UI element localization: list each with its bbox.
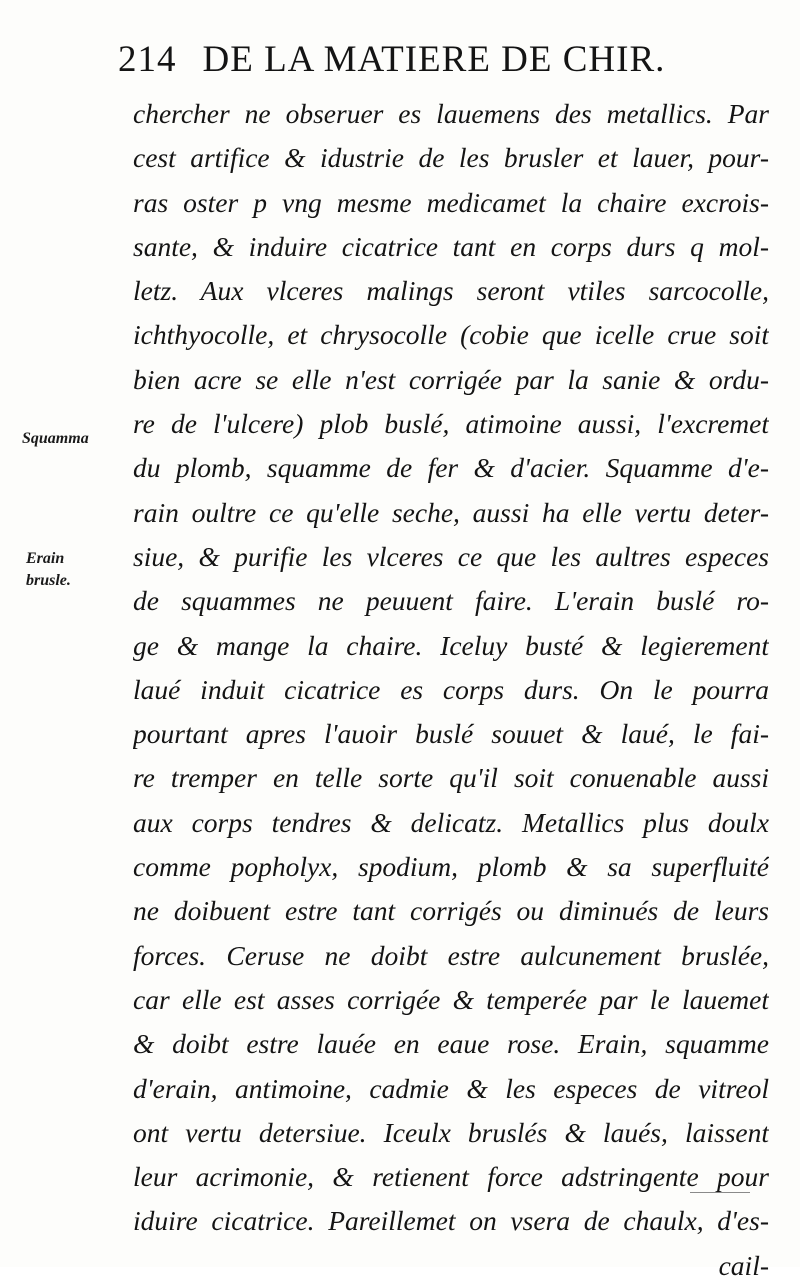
text-line: iduire cicatrice. Pareillemet on vsera de chaulx, d'es-	[133, 1205, 769, 1237]
text-line: ont vertu detersiue. Iceulx bruslés & laués, laissent	[133, 1116, 769, 1148]
text-line: & doibt estre lauée en eaue rose. Erain, squamme	[133, 1028, 769, 1060]
text-line: letz. Aux vlceres malings seront vtiles sarcocolle,	[133, 275, 769, 307]
running-title: DE LA MATIERE DE CHIR.	[202, 39, 666, 80]
text-line: rain oultre ce qu'elle seche, aussi ha elle vertu deter-	[133, 496, 769, 528]
margin-note-line: Squamma	[22, 430, 89, 447]
text-line: ne doibuent estre tant corrigés ou diminués de leurs	[133, 895, 769, 927]
text-line: car elle est asses corrigée & temperée par le lauemet	[133, 983, 769, 1015]
text-line: comme popholyx, spodium, plomb & sa superfluité	[133, 851, 769, 883]
margin-note-line: Erain	[26, 550, 65, 567]
margin-note-squamma	[22, 428, 89, 450]
text-line: siue, & purifie les vlceres ce que les aultres especes	[133, 540, 769, 572]
text-line: chercher ne obseruer es lauemens des metallics. Par	[133, 98, 769, 129]
text-line: leur acrimonie, & retienent force adstringente pour	[133, 1161, 769, 1193]
text-line: de squammes ne peuuent faire. L'erain buslé ro-	[133, 585, 769, 617]
text-line: ichthyocolle, et chrysocolle (cobie que icelle crue soit	[133, 319, 769, 351]
catchword-rule	[690, 1192, 750, 1193]
page-header	[118, 38, 758, 88]
text-line: laué induit cicatrice es corps durs. On le pourra	[133, 673, 769, 705]
text-line: cest artifice & idustrie de les brusler et lauer, pour-	[133, 142, 769, 174]
text-line: bien acre se elle n'est corrigée par la sanie & ordu-	[133, 363, 769, 395]
margin-note-line: brusle.	[26, 572, 71, 589]
text-line: du plomb, squamme de fer & d'acier. Squamme d'e-	[133, 452, 769, 484]
body-text	[133, 92, 769, 1288]
text-line: pourtant apres l'auoir buslé souuet & laué, le fai-	[133, 718, 769, 750]
margin-note-erain	[26, 548, 71, 592]
text-line: sante, & induire cicatrice tant en corps durs q mol-	[133, 230, 769, 262]
text-line: re tremper en telle sorte qu'il soit conuenable aussi	[133, 762, 769, 794]
text-line: aux corps tendres & delicatz. Metallics plus doulx	[133, 806, 769, 838]
catchword: cail-	[718, 1249, 769, 1281]
text-line: forces. Ceruse ne doibt estre aulcunement bruslée,	[133, 939, 769, 971]
text-line: ras oster p vng mesme medicamet la chaire excrois-	[133, 186, 769, 218]
text-line: re de l'ulcere) plob buslé, atimoine aussi, l'excremet	[133, 408, 769, 440]
page-number: 214	[118, 39, 177, 80]
text-line: d'erain, antimoine, cadmie & les especes de vitreol	[133, 1072, 769, 1104]
text-line: ge & mange la chaire. Iceluy busté & legierement	[133, 629, 769, 661]
